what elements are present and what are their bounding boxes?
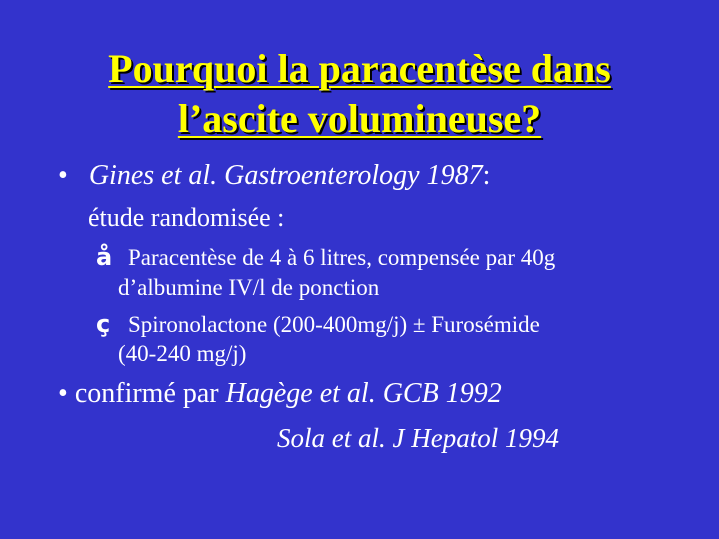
bullet-2-reference-1: Hagège et al. GCB 1992: [225, 378, 502, 409]
slide-title: [0, 44, 719, 144]
subitem-2-line-1: Spironolactone (200-400mg/j) ± Furosémide: [128, 312, 540, 337]
subitem-2-marker: ç: [96, 310, 111, 338]
bullet-1-continuation: étude randomisée :: [88, 203, 285, 232]
subitem-1-line-2: d’albumine IV/l de ponction: [118, 275, 380, 300]
bullet-2: [58, 378, 502, 410]
title-line-1: Pourquoi la paracentèse dans: [108, 46, 611, 91]
bullet-2-reference-2: Sola et al. J Hepatol 1994: [277, 423, 559, 453]
bullet-1: [58, 160, 490, 192]
subitem-1-line-1: Paracentèse de 4 à 6 litres, compensée par 40g: [128, 245, 556, 270]
bullet-marker: •: [58, 378, 68, 409]
subitem-1-marker: å: [96, 243, 113, 271]
bullet-2-prefix: confirmé par: [74, 378, 226, 409]
subitem-2-line-2: (40-240 mg/j): [118, 341, 247, 366]
bullet-1-colon: :: [482, 160, 491, 191]
title-line-2: l’ascite volumineuse?: [177, 96, 542, 141]
bullet-marker: •: [58, 160, 68, 191]
bullet-1-reference: Gines et al. Gastroenterology 1987: [88, 160, 483, 191]
